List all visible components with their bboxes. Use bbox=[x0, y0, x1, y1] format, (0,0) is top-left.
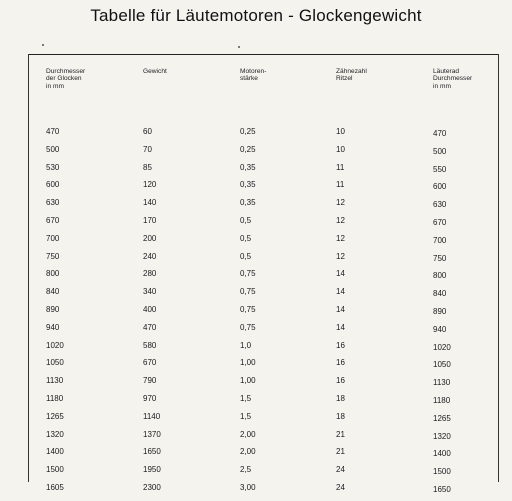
paper-speck bbox=[238, 46, 240, 48]
cell-diameter: 800 bbox=[46, 269, 60, 279]
cell-diameter: 1050 bbox=[46, 358, 64, 368]
cell-weight: 1650 bbox=[143, 447, 161, 457]
cell-wheel-diameter: 470 bbox=[433, 129, 447, 138]
header-line: Motoren- bbox=[240, 68, 267, 75]
table-row bbox=[0, 269, 512, 287]
cell-wheel-diameter: 1265 bbox=[433, 413, 451, 423]
header-line: der Glocken bbox=[46, 75, 82, 83]
table-row bbox=[0, 447, 512, 465]
cell-pinion-teeth: 12 bbox=[336, 198, 345, 208]
table-row bbox=[0, 145, 512, 163]
cell-motor-power: 0,35 bbox=[240, 162, 256, 172]
cell-weight: 2300 bbox=[143, 482, 161, 492]
cell-diameter: 700 bbox=[46, 233, 60, 243]
table-row bbox=[0, 287, 512, 305]
cell-weight: 280 bbox=[143, 269, 157, 279]
table-row bbox=[0, 394, 512, 412]
paper-speck bbox=[42, 44, 44, 46]
cell-wheel-diameter: 1020 bbox=[433, 342, 451, 352]
cell-pinion-teeth: 10 bbox=[336, 144, 345, 154]
cell-motor-power: 0,25 bbox=[240, 144, 256, 154]
cell-weight: 60 bbox=[143, 127, 152, 136]
header-line: Gewicht bbox=[143, 68, 167, 75]
cell-wheel-diameter: 550 bbox=[433, 164, 447, 174]
cell-motor-power: 0,5 bbox=[240, 215, 252, 225]
cell-diameter: 600 bbox=[46, 180, 60, 190]
cell-diameter: 750 bbox=[46, 251, 60, 261]
table-row bbox=[0, 483, 512, 501]
cell-motor-power: 0,25 bbox=[240, 127, 256, 136]
cell-motor-power: 1,0 bbox=[240, 340, 252, 350]
cell-wheel-diameter: 890 bbox=[433, 306, 447, 316]
cell-diameter: 1605 bbox=[46, 482, 64, 492]
cell-diameter: 1265 bbox=[46, 411, 64, 421]
table-row bbox=[0, 163, 512, 181]
cell-pinion-teeth: 12 bbox=[336, 215, 345, 225]
cell-wheel-diameter: 1180 bbox=[433, 395, 451, 405]
cell-pinion-teeth: 14 bbox=[336, 304, 345, 314]
table-top-rule bbox=[28, 54, 498, 55]
cell-wheel-diameter: 1500 bbox=[433, 467, 451, 477]
cell-pinion-teeth: 21 bbox=[336, 447, 345, 457]
header-line: in mm bbox=[46, 82, 64, 90]
page-title: Tabelle für Läutemotoren - Glockengewicht bbox=[90, 6, 422, 25]
table-row bbox=[0, 465, 512, 483]
cell-pinion-teeth: 21 bbox=[336, 429, 345, 439]
cell-weight: 170 bbox=[143, 215, 157, 225]
cell-pinion-teeth: 24 bbox=[336, 465, 345, 475]
cell-wheel-diameter: 840 bbox=[433, 289, 447, 299]
cell-motor-power: 1,00 bbox=[240, 376, 256, 386]
cell-pinion-teeth: 18 bbox=[336, 411, 345, 421]
cell-motor-power: 3,00 bbox=[240, 482, 256, 492]
cell-weight: 340 bbox=[143, 287, 157, 297]
header-wheel-diameter bbox=[433, 68, 472, 90]
table-row bbox=[0, 127, 512, 145]
table-body bbox=[0, 127, 512, 501]
cell-weight: 670 bbox=[143, 358, 157, 368]
cell-wheel-diameter: 630 bbox=[433, 200, 447, 210]
table-row bbox=[0, 198, 512, 216]
cell-diameter: 1500 bbox=[46, 465, 64, 475]
cell-motor-power: 1,5 bbox=[240, 393, 252, 403]
cell-wheel-diameter: 800 bbox=[433, 271, 447, 281]
table-row bbox=[0, 216, 512, 234]
cell-wheel-diameter: 1650 bbox=[433, 484, 451, 494]
cell-pinion-teeth: 11 bbox=[336, 180, 345, 190]
cell-diameter: 630 bbox=[46, 198, 60, 208]
header-line: Ritzel bbox=[336, 75, 353, 83]
header-line: Läuterad bbox=[433, 68, 460, 75]
cell-pinion-teeth: 16 bbox=[336, 340, 345, 350]
table-row bbox=[0, 412, 512, 430]
cell-pinion-teeth: 12 bbox=[336, 251, 345, 261]
cell-motor-power: 2,00 bbox=[240, 429, 256, 439]
cell-diameter: 1320 bbox=[46, 429, 64, 439]
cell-weight: 240 bbox=[143, 251, 157, 261]
cell-motor-power: 2,00 bbox=[240, 447, 256, 457]
cell-motor-power: 0,75 bbox=[240, 304, 256, 314]
cell-diameter: 470 bbox=[46, 127, 60, 136]
cell-pinion-teeth: 16 bbox=[336, 376, 345, 386]
cell-weight: 1140 bbox=[143, 411, 161, 421]
header-weight bbox=[143, 68, 167, 75]
cell-motor-power: 2,5 bbox=[240, 465, 252, 475]
cell-pinion-teeth: 14 bbox=[336, 287, 345, 297]
cell-weight: 85 bbox=[143, 162, 152, 172]
cell-weight: 1950 bbox=[143, 465, 161, 475]
cell-weight: 470 bbox=[143, 322, 157, 332]
cell-motor-power: 0,75 bbox=[240, 269, 256, 279]
header-line: Durchmesser bbox=[433, 75, 473, 83]
cell-pinion-teeth: 18 bbox=[336, 393, 345, 403]
cell-pinion-teeth: 14 bbox=[336, 322, 345, 332]
cell-diameter: 940 bbox=[46, 322, 60, 332]
cell-weight: 120 bbox=[143, 180, 157, 190]
cell-weight: 400 bbox=[143, 304, 157, 314]
cell-wheel-diameter: 750 bbox=[433, 253, 447, 263]
cell-diameter: 500 bbox=[46, 144, 60, 154]
cell-motor-power: 1,5 bbox=[240, 411, 252, 421]
header-line: in mm bbox=[433, 82, 451, 90]
cell-wheel-diameter: 1400 bbox=[433, 449, 451, 459]
header-line: stärke bbox=[240, 75, 258, 83]
cell-weight: 970 bbox=[143, 393, 157, 403]
table-row bbox=[0, 341, 512, 359]
cell-pinion-teeth: 11 bbox=[336, 162, 345, 172]
cell-motor-power: 0,5 bbox=[240, 233, 252, 243]
cell-wheel-diameter: 940 bbox=[433, 324, 447, 334]
table-row bbox=[0, 234, 512, 252]
header-line: Durchmesser bbox=[46, 68, 86, 75]
table-row bbox=[0, 430, 512, 448]
table-row bbox=[0, 305, 512, 323]
table-row bbox=[0, 180, 512, 198]
cell-motor-power: 0,35 bbox=[240, 180, 256, 190]
cell-weight: 200 bbox=[143, 233, 157, 243]
header-motor-power bbox=[240, 68, 266, 83]
table-row bbox=[0, 376, 512, 394]
cell-motor-power: 0,35 bbox=[240, 198, 256, 208]
cell-pinion-teeth: 12 bbox=[336, 233, 345, 243]
cell-wheel-diameter: 600 bbox=[433, 182, 447, 192]
cell-weight: 580 bbox=[143, 340, 157, 350]
cell-diameter: 1180 bbox=[46, 393, 64, 403]
table-row bbox=[0, 252, 512, 270]
cell-weight: 1370 bbox=[143, 429, 161, 439]
cell-motor-power: 1,00 bbox=[240, 358, 256, 368]
cell-motor-power: 0,5 bbox=[240, 251, 252, 261]
cell-weight: 140 bbox=[143, 198, 157, 208]
cell-diameter: 890 bbox=[46, 304, 60, 314]
cell-diameter: 1130 bbox=[46, 376, 64, 386]
cell-wheel-diameter: 700 bbox=[433, 235, 447, 245]
cell-wheel-diameter: 670 bbox=[433, 217, 447, 227]
cell-diameter: 530 bbox=[46, 162, 60, 172]
cell-motor-power: 0,75 bbox=[240, 322, 256, 332]
table-row bbox=[0, 358, 512, 376]
cell-weight: 70 bbox=[143, 144, 152, 154]
cell-wheel-diameter: 500 bbox=[433, 146, 447, 156]
header-pinion-teeth bbox=[336, 68, 367, 83]
cell-pinion-teeth: 24 bbox=[336, 482, 345, 492]
header-diameter bbox=[46, 68, 85, 90]
cell-wheel-diameter: 1130 bbox=[433, 378, 451, 388]
cell-pinion-teeth: 16 bbox=[336, 358, 345, 368]
cell-diameter: 670 bbox=[46, 215, 60, 225]
cell-wheel-diameter: 1320 bbox=[433, 431, 451, 441]
cell-motor-power: 0,75 bbox=[240, 287, 256, 297]
cell-pinion-teeth: 10 bbox=[336, 127, 345, 136]
cell-diameter: 840 bbox=[46, 287, 60, 297]
cell-weight: 790 bbox=[143, 376, 157, 386]
table-row bbox=[0, 323, 512, 341]
header-line: Zähnezahl bbox=[336, 68, 367, 75]
cell-pinion-teeth: 14 bbox=[336, 269, 345, 279]
cell-diameter: 1020 bbox=[46, 340, 64, 350]
cell-diameter: 1400 bbox=[46, 447, 64, 457]
cell-wheel-diameter: 1050 bbox=[433, 360, 451, 370]
